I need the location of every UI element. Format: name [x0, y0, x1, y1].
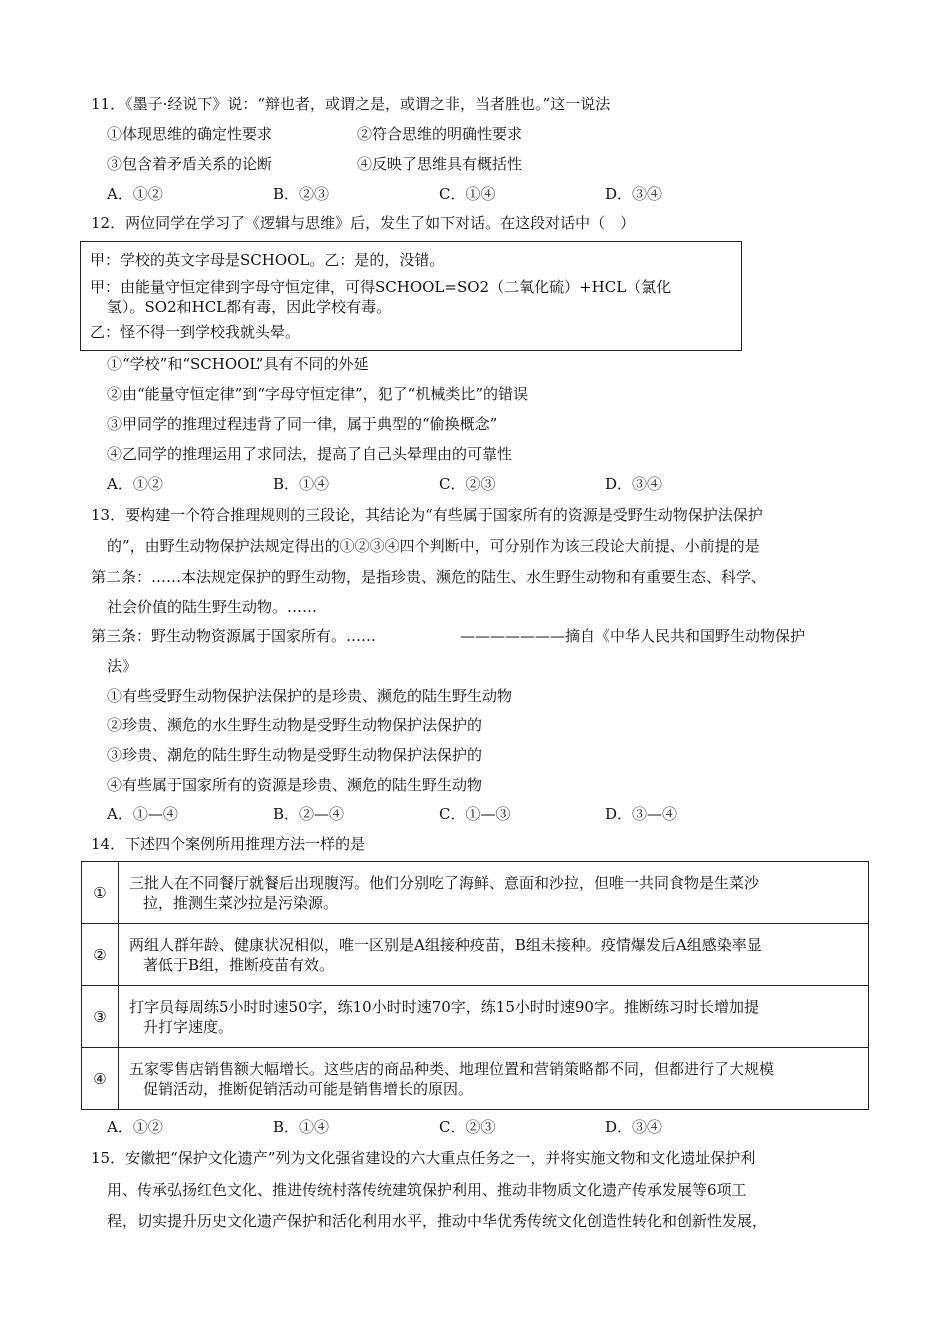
case-number: ② — [82, 924, 119, 986]
case-text-line-2: 拉，推测生菜沙拉是污染源。 — [143, 893, 339, 912]
q13-law-2b: 法》 — [107, 657, 138, 675]
q15-line-3: 程，切实提升历史文化遗产保护和活化利用水平，推动中华优秀传统文化创造性转化和创新性发展， — [107, 1212, 768, 1230]
q12-options — [107, 474, 771, 494]
table-row — [82, 862, 869, 924]
q14-stem: 14．下述四个案例所用推理方法一样的是 — [91, 835, 366, 853]
q13-law-source: ———————摘自《中华人民共和国野生动物保护 — [460, 627, 806, 645]
case-number: ③ — [82, 986, 119, 1048]
q12-stem: 12．两位同学在学习了《逻辑与思维》后，发生了如下对话。在这段对话中（ ） — [91, 214, 636, 232]
q12-dialog-line-2: 甲：由能量守恒定律到字母守恒定律，可得SCHOOL=SO2（二氧化硫）+HCL（氯化 — [90, 278, 672, 296]
case-text-line-1: 三批人在不同餐厅就餐后出现腹泻。他们分别吃了海鲜、意面和沙拉，但唯一共同食物是生菜沙 — [129, 873, 760, 892]
q13-options — [107, 804, 771, 824]
table-row — [82, 1048, 869, 1110]
q11-option-a[interactable]: A．①② — [107, 185, 163, 203]
q15-line-2: 用、传承弘扬红色文化、推进传统村落传统建筑保护利用、推动非物质文化遗产传承发展等6项工 — [107, 1181, 747, 1199]
case-text — [119, 924, 869, 986]
q15-line-1: 15．安徽把“保护文化遗产”列为文化强省建设的六大重点任务之一，并将实施文物和文化遗址保护利 — [91, 1149, 756, 1167]
q13-item-1: ①有些受野生动物保护法保护的是珍贵、濒危的陆生野生动物 — [107, 687, 513, 705]
q12-item-4: ④乙同学的推理运用了求同法，提高了自己头晕理由的可靠性 — [107, 445, 513, 463]
q13-item-2: ②珍贵、濒危的水生野生动物是受野生动物保护法保护的 — [107, 716, 483, 734]
q11-option-b[interactable]: B．②③ — [273, 185, 330, 203]
q13-option-c[interactable]: C．①—③ — [439, 805, 511, 823]
q12-item-2: ②由“能量守恒定律”到“字母守恒定律”，犯了“机械类比”的错误 — [107, 385, 529, 403]
case-text-line-1: 五家零售店销售额大幅增长。这些店的商品种类、地理位置和营销策略都不同，但都进行了大规模 — [129, 1059, 775, 1078]
q12-option-d[interactable]: D．③④ — [605, 475, 663, 493]
q11-item-2: ②符合思维的明确性要求 — [357, 125, 523, 143]
q11-option-c[interactable]: C．①④ — [439, 185, 496, 203]
q12-item-1: ①“学校”和“SCHOOL”具有不同的外延 — [107, 355, 369, 373]
q11-item-3: ③包含着矛盾关系的论断 — [107, 155, 273, 173]
q11-option-d[interactable]: D．③④ — [605, 185, 663, 203]
q13-stem-1: 13．要构建一个符合推理规则的三段论，其结论为“有些属于国家所有的资源是受野生动物保护法保护 — [91, 506, 763, 524]
q13-law-1a: 第二条：……本法规定保护的野生动物，是指珍贵、濒危的陆生、水生野生动物和有重要生态、科学、 — [91, 568, 767, 586]
case-text-line-1: 两组人群年龄、健康状况相似，唯一区别是A组接种疫苗，B组未接种。疫情爆发后A组感染率显 — [129, 935, 762, 954]
q12-option-a[interactable]: A．①② — [107, 475, 163, 493]
q11-item-4: ④反映了思维具有概括性 — [357, 155, 523, 173]
q13-option-a[interactable]: A．①—④ — [107, 805, 178, 823]
q12-option-b[interactable]: B．①④ — [273, 475, 330, 493]
q12-item-3: ③甲同学的推理过程违背了同一律，属于典型的“偷换概念” — [107, 415, 498, 433]
case-text-line-2: 升打字速度。 — [143, 1017, 234, 1036]
q13-law-2a: 第三条：野生动物资源属于国家所有。…… — [91, 627, 377, 645]
q12-dialog-line-3: 氢）。SO2和HCL都有毒，因此学校有毒。 — [107, 298, 392, 316]
q12-option-c[interactable]: C．②③ — [439, 475, 496, 493]
q11-stem: 11．《墨子·经说下》说：“辩也者，或谓之是，或谓之非，当者胜也。”这一说法 — [91, 95, 611, 113]
q13-item-3: ③珍贵、潮危的陆生野生动物是受野生动物保护法保护的 — [107, 746, 483, 764]
q13-law-1b: 社会价值的陆生野生动物。…… — [107, 598, 318, 616]
q13-item-4: ④有些属于国家所有的资源是珍贵、濒危的陆生野生动物 — [107, 776, 483, 794]
q11-options — [107, 184, 771, 204]
case-text — [119, 986, 869, 1048]
q14-option-d[interactable]: D．③④ — [605, 1118, 663, 1136]
table-row — [82, 924, 869, 986]
q14-option-c[interactable]: C．②③ — [439, 1118, 496, 1136]
case-text-line-1: 打字员每周练5小时时速50字，练10小时时速70字，练15小时时速90字。推断练习时长增加提 — [129, 997, 759, 1016]
table-row — [82, 986, 869, 1048]
case-text — [119, 1048, 869, 1110]
q12-dialog-line-1: 甲：学校的英文字母是SCHOOL。乙：是的，没错。 — [90, 251, 445, 269]
q12-dialog-box — [80, 241, 742, 351]
q14-options — [107, 1117, 771, 1137]
q14-option-a[interactable]: A．①② — [107, 1118, 163, 1136]
case-number: ① — [82, 862, 119, 924]
q13-stem-2: 的”，由野生动物保护法规定得出的①②③④四个判断中，可分别作为该三段论大前提、小前提的是 — [107, 537, 760, 555]
q13-option-d[interactable]: D．③—④ — [605, 805, 678, 823]
q12-dialog-line-4: 乙：怪不得一到学校我就头晕。 — [90, 323, 301, 341]
case-number: ④ — [82, 1048, 119, 1110]
q11-item-1: ①体现思维的确定性要求 — [107, 125, 273, 143]
q14-cases-table — [81, 861, 869, 1110]
case-text-line-2: 促销活动，推断促销活动可能是销售增长的原因。 — [143, 1079, 474, 1098]
q14-option-b[interactable]: B．①④ — [273, 1118, 330, 1136]
q13-option-b[interactable]: B．②—④ — [273, 805, 345, 823]
case-text — [119, 862, 869, 924]
case-text-line-2: 著低于B组，推断疫苗有效。 — [143, 955, 335, 974]
